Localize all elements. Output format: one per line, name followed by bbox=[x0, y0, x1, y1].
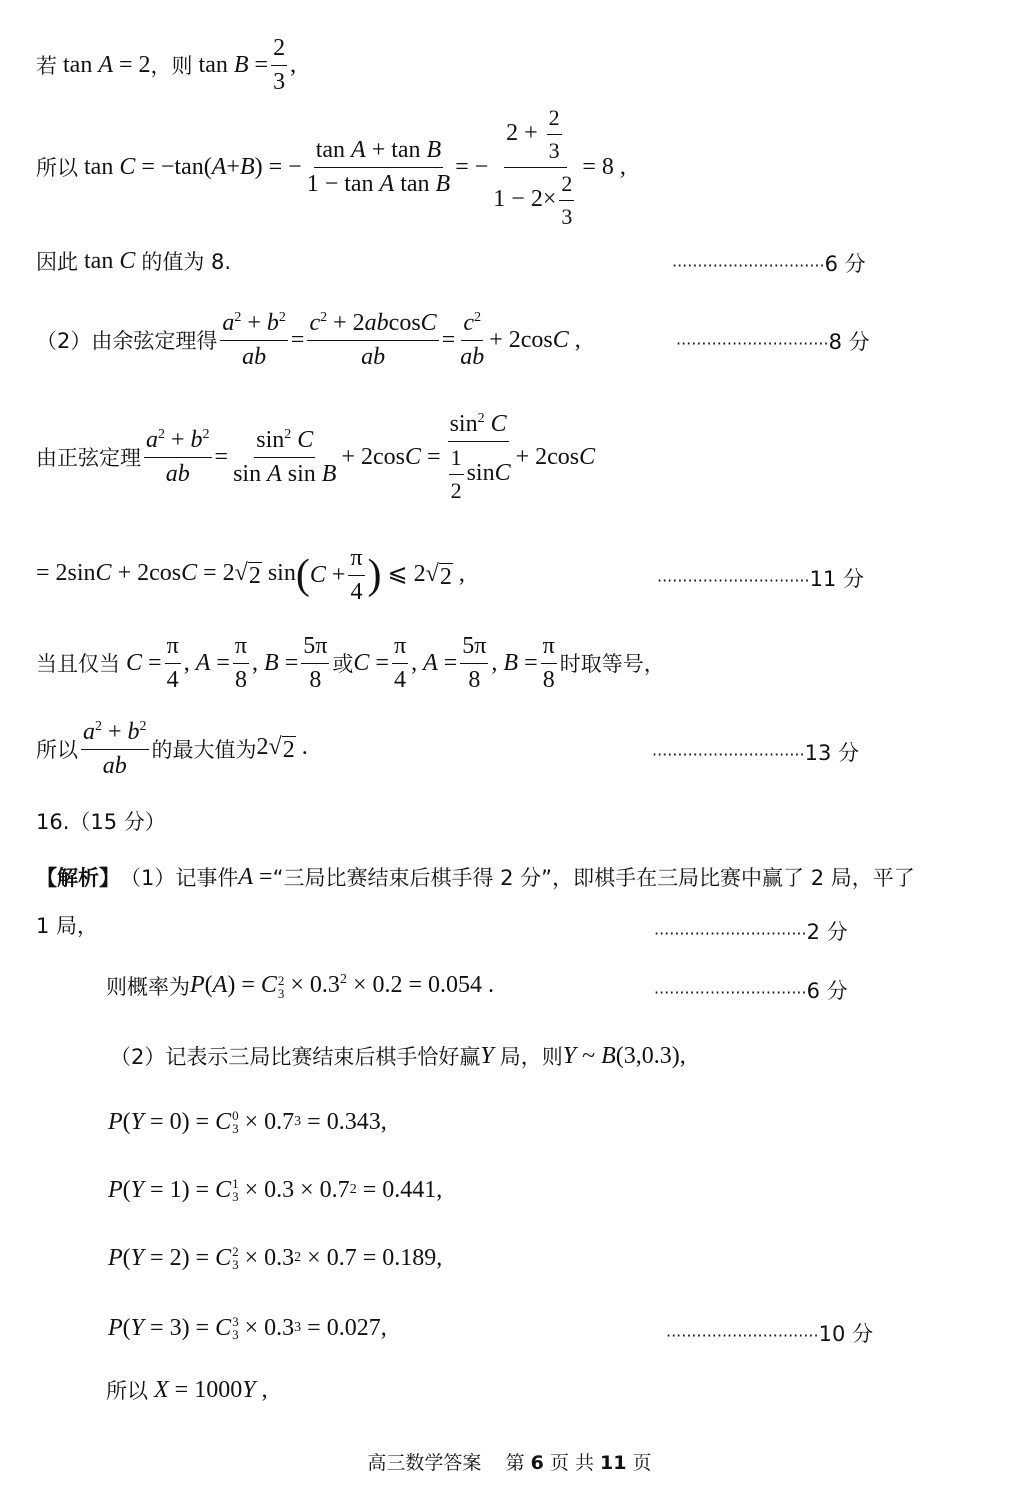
text: 所以 bbox=[36, 738, 78, 762]
line-q16-part1: 【解析】 （1）记事件 A = “三局比赛结束后棋手得 2 分”，即棋手在三局比赛中赢了 2 局，平了 bbox=[36, 863, 915, 890]
score-marker: ······························11 分 bbox=[657, 567, 864, 591]
text: 局，则 bbox=[499, 1045, 563, 1069]
line-equality: 当且仅当 C = $\frac{\pi}{4}$ , A = $\frac{\pi}{8}$ , B = $\frac{5\pi}{8}$ 或 C = $\frac{\pi}{4}$ , A = $\frac{5\pi}{8}$ , B = $\frac{\pi}{8}$ 时取等号， bbox=[36, 632, 665, 693]
text: （1）记事件 bbox=[120, 866, 239, 890]
score-marker: ······························8 分 bbox=[676, 330, 870, 354]
fraction: $\frac{\pi}{4}$ bbox=[166, 632, 179, 693]
score-marker: ······························2 分 bbox=[654, 920, 848, 944]
line-PY0: P ( Y = 0) = C 0 3 × 0.7 3 = 0.343, bbox=[108, 1108, 387, 1136]
footer-page-mid: 页 共 bbox=[549, 1452, 594, 1474]
footer-subject: 高三数学答案 bbox=[367, 1452, 482, 1474]
formula: tan A = 2 bbox=[57, 51, 151, 78]
formula: tan C = −tan(A+B) = − bbox=[78, 153, 302, 180]
fraction: $\frac{a^2 + b^2}{ab}$ bbox=[146, 426, 210, 487]
text: 则概率为 bbox=[106, 975, 190, 999]
text: 或 bbox=[332, 652, 354, 676]
line-conclusion-1 bbox=[36, 244, 231, 278]
text: 的值为 8. bbox=[141, 250, 232, 274]
line-cosine-law: （2）由余弦定理得 $\frac{a^2 + b^2}{ab}$ = $\frac{c^2 + 2abcosC}{ab}$ = $\frac{c^2}{ab}$ + 2cosC , bbox=[36, 309, 581, 370]
fraction: $\frac{2}{3}$ bbox=[273, 34, 286, 95]
fraction: $\frac{\pi}{4}$ bbox=[393, 632, 407, 693]
text: （2）由余弦定理得 bbox=[36, 329, 218, 353]
fraction: $\sin^2 C$ $\frac{1}{2}$ sinC bbox=[449, 410, 511, 503]
text: ，则 bbox=[150, 54, 193, 78]
formula: tan B = bbox=[192, 51, 269, 78]
text: “三局比赛结束后棋手得 2 分”，即棋手在三局比赛中赢了 2 局，平了 bbox=[272, 866, 915, 890]
score-marker: ······························6 分 bbox=[654, 979, 848, 1003]
footer-page-prefix: 第 bbox=[505, 1452, 525, 1474]
fraction: $\frac{c^2 + 2abcosC}{ab}$ bbox=[309, 309, 437, 370]
analysis-tag: 【解析】 bbox=[36, 866, 120, 890]
fraction: $\frac{\pi}{8}$ bbox=[542, 632, 555, 693]
fraction: $\frac{\sin^2 C}{\text{sin A sin B}}$ bbox=[233, 426, 337, 487]
line-q16-probability: 则概率为 P(A) = C 2 3 × $0.3^2 \times 0.2 = 0.054$ . bbox=[106, 972, 495, 1001]
footer-total-pages: 11 bbox=[600, 1452, 627, 1474]
line-PY3: P ( Y = 3) = C 3 3 × 0.3 3 = 0.027, bbox=[108, 1314, 387, 1342]
score-marker: ······························10 分 bbox=[666, 1322, 873, 1346]
fraction: $\frac{5\pi}{8}$ bbox=[303, 632, 328, 693]
line-max-value: 所以 $\frac{a^2 + b^2}{ab}$ 的最大值为 2√ 2 . bbox=[36, 718, 308, 779]
fraction: $\frac{a^2 + b^2}{ab}$ bbox=[83, 718, 147, 779]
line-PY1: P ( Y = 1) = C 1 3 × 0.3 × 0.7 2 = 0.441, bbox=[108, 1176, 443, 1204]
line-q16-part1-cont: 1 局， bbox=[36, 914, 99, 938]
question-16-title: 16.（15 分） bbox=[36, 810, 166, 834]
fraction: $\frac{\pi}{8}$ bbox=[234, 632, 248, 693]
text: 所以 bbox=[106, 1379, 148, 1403]
text: 当且仅当 bbox=[36, 652, 120, 676]
formula: tan C bbox=[78, 247, 136, 274]
fraction: $\frac{\pi}{4}$ bbox=[350, 544, 363, 605]
page-footer bbox=[0, 1448, 1019, 1475]
score-marker: ······························13 分 bbox=[652, 741, 859, 765]
line-sine-law: 由正弦定理 $\frac{a^2 + b^2}{ab}$ = $\frac{\sin^2 C}{\text{sin A sin B}}$ + 2cosC = $\sin^2 C$ $\frac{1}{2}$ sinC + 2cosC bbox=[36, 410, 596, 503]
text: 时取等号， bbox=[559, 652, 665, 676]
line-q16-last: 所以 X = 1000Y , bbox=[106, 1376, 268, 1403]
text: 所以 bbox=[36, 156, 78, 180]
text: 若 bbox=[36, 54, 57, 78]
line-q16-part2: （2）记表示三局比赛结束后棋手恰好赢 Y 局，则 Y ~ B(3,0.3), bbox=[110, 1042, 686, 1069]
footer-page-number: 6 bbox=[530, 1452, 544, 1474]
line-bound: = 2sinC + 2cosC = 2√ 2 sin ( C + $\frac{\pi}{4}$ ) ⩽ 2√ 2 , bbox=[36, 544, 465, 605]
fraction: $\frac{\text{tan A + tan B}}{\text{1 − tan A tan B}}$ bbox=[306, 136, 451, 197]
fraction: 2 + $\frac{2}{3}$ 1 − 2× $\frac{2}{3}$ bbox=[493, 104, 573, 229]
formula: = 2sinC + 2cosC = 2√ 2 sin bbox=[36, 560, 296, 589]
text: 因此 bbox=[36, 250, 78, 274]
fraction: $\frac{a^2 + b^2}{ab}$ bbox=[222, 309, 286, 370]
line-tanA-tanB: 若 tan A = 2 ，则 tan B = $\frac{2}{3}$ , bbox=[36, 34, 297, 95]
fraction: $\frac{c^2}{ab}$ bbox=[460, 309, 485, 370]
text: 由正弦定理 bbox=[36, 446, 141, 470]
text: 的最大值为 bbox=[151, 738, 257, 762]
text: （2）记表示三局比赛结束后棋手恰好赢 bbox=[110, 1045, 481, 1069]
fraction: $\frac{5\pi}{8}$ bbox=[462, 632, 487, 693]
line-tanC: 所以 tan C = −tan(A+B) = − $\frac{\text{tan A + tan B}}{\text{1 − tan A tan B}}$ = − 2 + $\frac{2}{3}$ 1 − 2× $\frac{2}{3}$ = 8 , bbox=[36, 104, 626, 229]
line-PY2: P ( Y = 2) = C 2 3 × 0.3 2 × 0.7 = 0.189, bbox=[108, 1244, 443, 1272]
footer-page-suffix: 页 bbox=[632, 1452, 652, 1474]
score-marker: ······························6 分 bbox=[672, 252, 866, 276]
